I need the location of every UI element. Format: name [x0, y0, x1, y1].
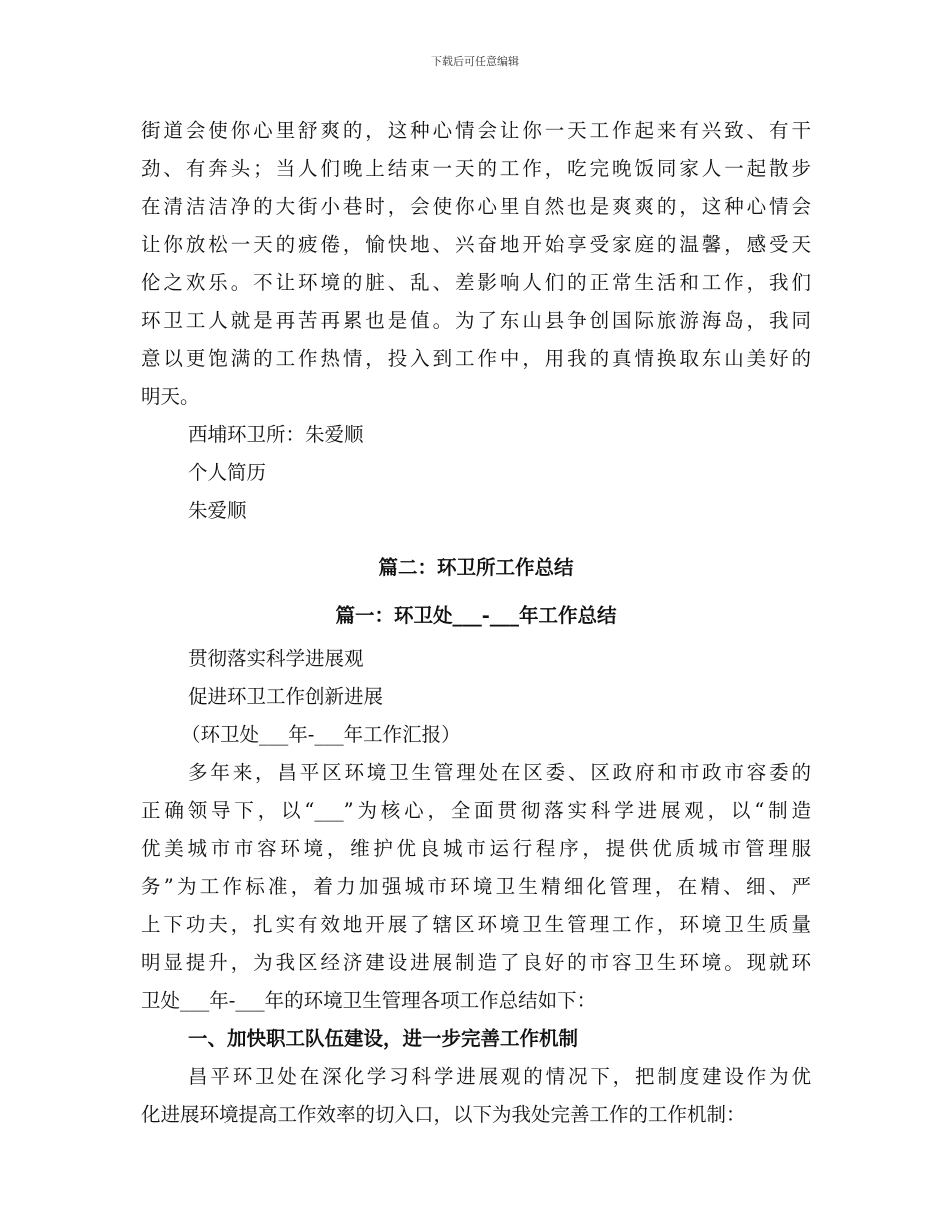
page-header: 下载后可任意编辑 — [431, 55, 519, 68]
paragraph-line: 明天。 — [141, 385, 200, 408]
paragraph-line: 务”为工作标准，着力加强城市环境卫生精细化管理，在精、细、严 — [141, 875, 811, 898]
paragraph-line: 卫处___年-___年的环境卫生管理各项工作总结如下： — [141, 989, 597, 1012]
paragraph-line: 多年来，昌平区环境卫生管理处在区委、区政府和市政市容委的 — [188, 761, 811, 784]
paragraph-line: 昌平环卫处在深化学习科学进展观的情况下，把制度建设作为优 — [188, 1065, 811, 1088]
section-heading: 一、加快职工队伍建设，进一步完善工作机制 — [188, 1027, 579, 1050]
signature-line: 西埔环卫所：朱爱顺 — [188, 423, 364, 446]
paragraph-line: 劲、有奔头；当人们晚上结束一天的工作，吃完晚饭同家人一起散步 — [141, 157, 811, 180]
subsection-title: 篇一：环卫处___-___年工作总结 — [335, 604, 617, 627]
paragraph-line: 在清洁洁净的大街小巷时，会使你心里自然也是爽爽的，这种心情会 — [141, 195, 811, 218]
paragraph-line: 正确领导下，以“___”为核心，全面贯彻落实科学进展观，以“制造 — [141, 799, 811, 822]
paragraph-line: 让你放松一天的疲倦，愉快地、兴奋地开始享受家庭的温馨，感受天 — [141, 233, 811, 256]
paragraph-line: 意以更饱满的工作热情，投入到工作中，用我的真情换取东山美好的 — [141, 347, 811, 370]
paragraph-line: 街道会使你心里舒爽的，这种心情会让你一天工作起来有兴致、有干 — [141, 119, 811, 142]
author-name: 朱爱顺 — [188, 499, 247, 522]
report-subtitle: （环卫处___年-___年工作汇报） — [181, 723, 461, 746]
paragraph-line: 优美城市市容环境，维护优良城市运行程序，提供优质城市管理服 — [141, 837, 811, 860]
paragraph-line: 伦之欢乐。不让环境的脏、乱、差影响人们的正常生活和工作，我们 — [141, 271, 811, 294]
paragraph-line: 化进展环境提高工作效率的切入口，以下为我处完善工作的工作机制： — [141, 1103, 746, 1126]
paragraph-line: 环卫工人就是再苦再累也是值。为了东山县争创国际旅游海岛，我同 — [141, 309, 811, 332]
document-body — [141, 112, 811, 1134]
section-title: 篇二：环卫所工作总结 — [378, 556, 574, 579]
theme-line: 促进环卫工作创新进展 — [188, 685, 384, 708]
paragraph-line: 上下功夫，扎实有效地开展了辖区环境卫生管理工作，环境卫生质量 — [141, 913, 811, 936]
resume-label: 个人简历 — [188, 461, 267, 484]
theme-line: 贯彻落实科学进展观 — [188, 647, 364, 670]
paragraph-line: 明显提升，为我区经济建设进展制造了良好的市容卫生环境。现就环 — [141, 951, 811, 974]
